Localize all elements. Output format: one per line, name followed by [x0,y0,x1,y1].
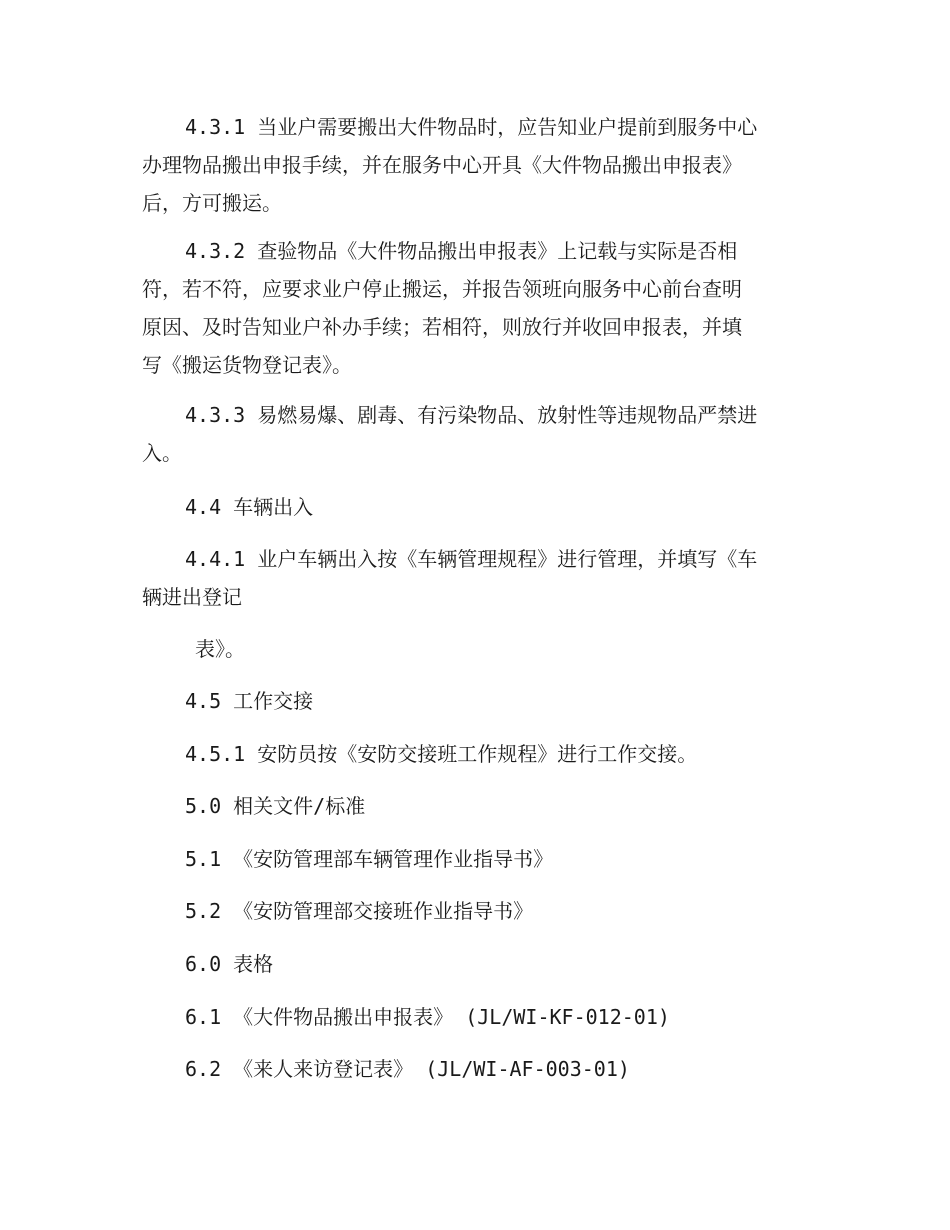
reference-item-5-1: 5.1 《安防管理部车辆管理作业指导书》 [185,847,554,871]
paragraph-line: 符，若不符，应要求业户停止搬运，并报告领班向服务中心前台查明 [142,277,742,301]
paragraph-line: 4.3.1 当业户需要搬出大件物品时，应告知业户提前到服务中心 [185,115,758,139]
paragraph-4-3-2 [142,232,742,384]
paragraph-line: 原因、及时告知业户补办手续；若相符，则放行并收回申报表，并填 [142,315,742,339]
paragraph-4-4-1 [142,540,757,616]
paragraph-4-3-1 [142,108,757,222]
paragraph-line: 4.3.3 易燃易爆、剧毒、有污染物品、放射性等违规物品严禁进 [185,403,758,427]
paragraph-line: 4.3.2 查验物品《大件物品搬出申报表》上记载与实际是否相 [185,239,738,263]
paragraph-line: 办理物品搬出申报手续，并在服务中心开具《大件物品搬出申报表》 [142,153,742,177]
paragraph-4-5-1: 4.5.1 安防员按《安防交接班工作规程》进行工作交接。 [185,742,698,766]
section-heading-5-0: 5.0 相关文件/标准 [185,794,366,818]
paragraph-line: 4.4.1 业户车辆出入按《车辆管理规程》进行管理，并填写《车 [185,547,758,571]
section-heading-4-5: 4.5 工作交接 [185,689,314,713]
reference-item-5-2: 5.2 《安防管理部交接班作业指导书》 [185,899,534,923]
paragraph-line: 辆进出登记 [142,585,242,609]
form-item-6-2: 6.2 《来人来访登记表》 (JL/WI-AF-003-01) [185,1057,630,1081]
paragraph-line: 写《搬运货物登记表》。 [142,353,352,377]
paragraph-line: 后，方可搬运。 [142,191,282,215]
paragraph-line: 入。 [142,441,182,465]
form-item-6-1: 6.1 《大件物品搬出申报表》 (JL/WI-KF-012-01) [185,1005,670,1029]
section-heading-4-4: 4.4 车辆出入 [185,495,314,519]
section-heading-6-0: 6.0 表格 [185,952,274,976]
paragraph-4-4-1-tail: 表》。 [195,637,245,661]
paragraph-4-3-3 [142,396,757,472]
